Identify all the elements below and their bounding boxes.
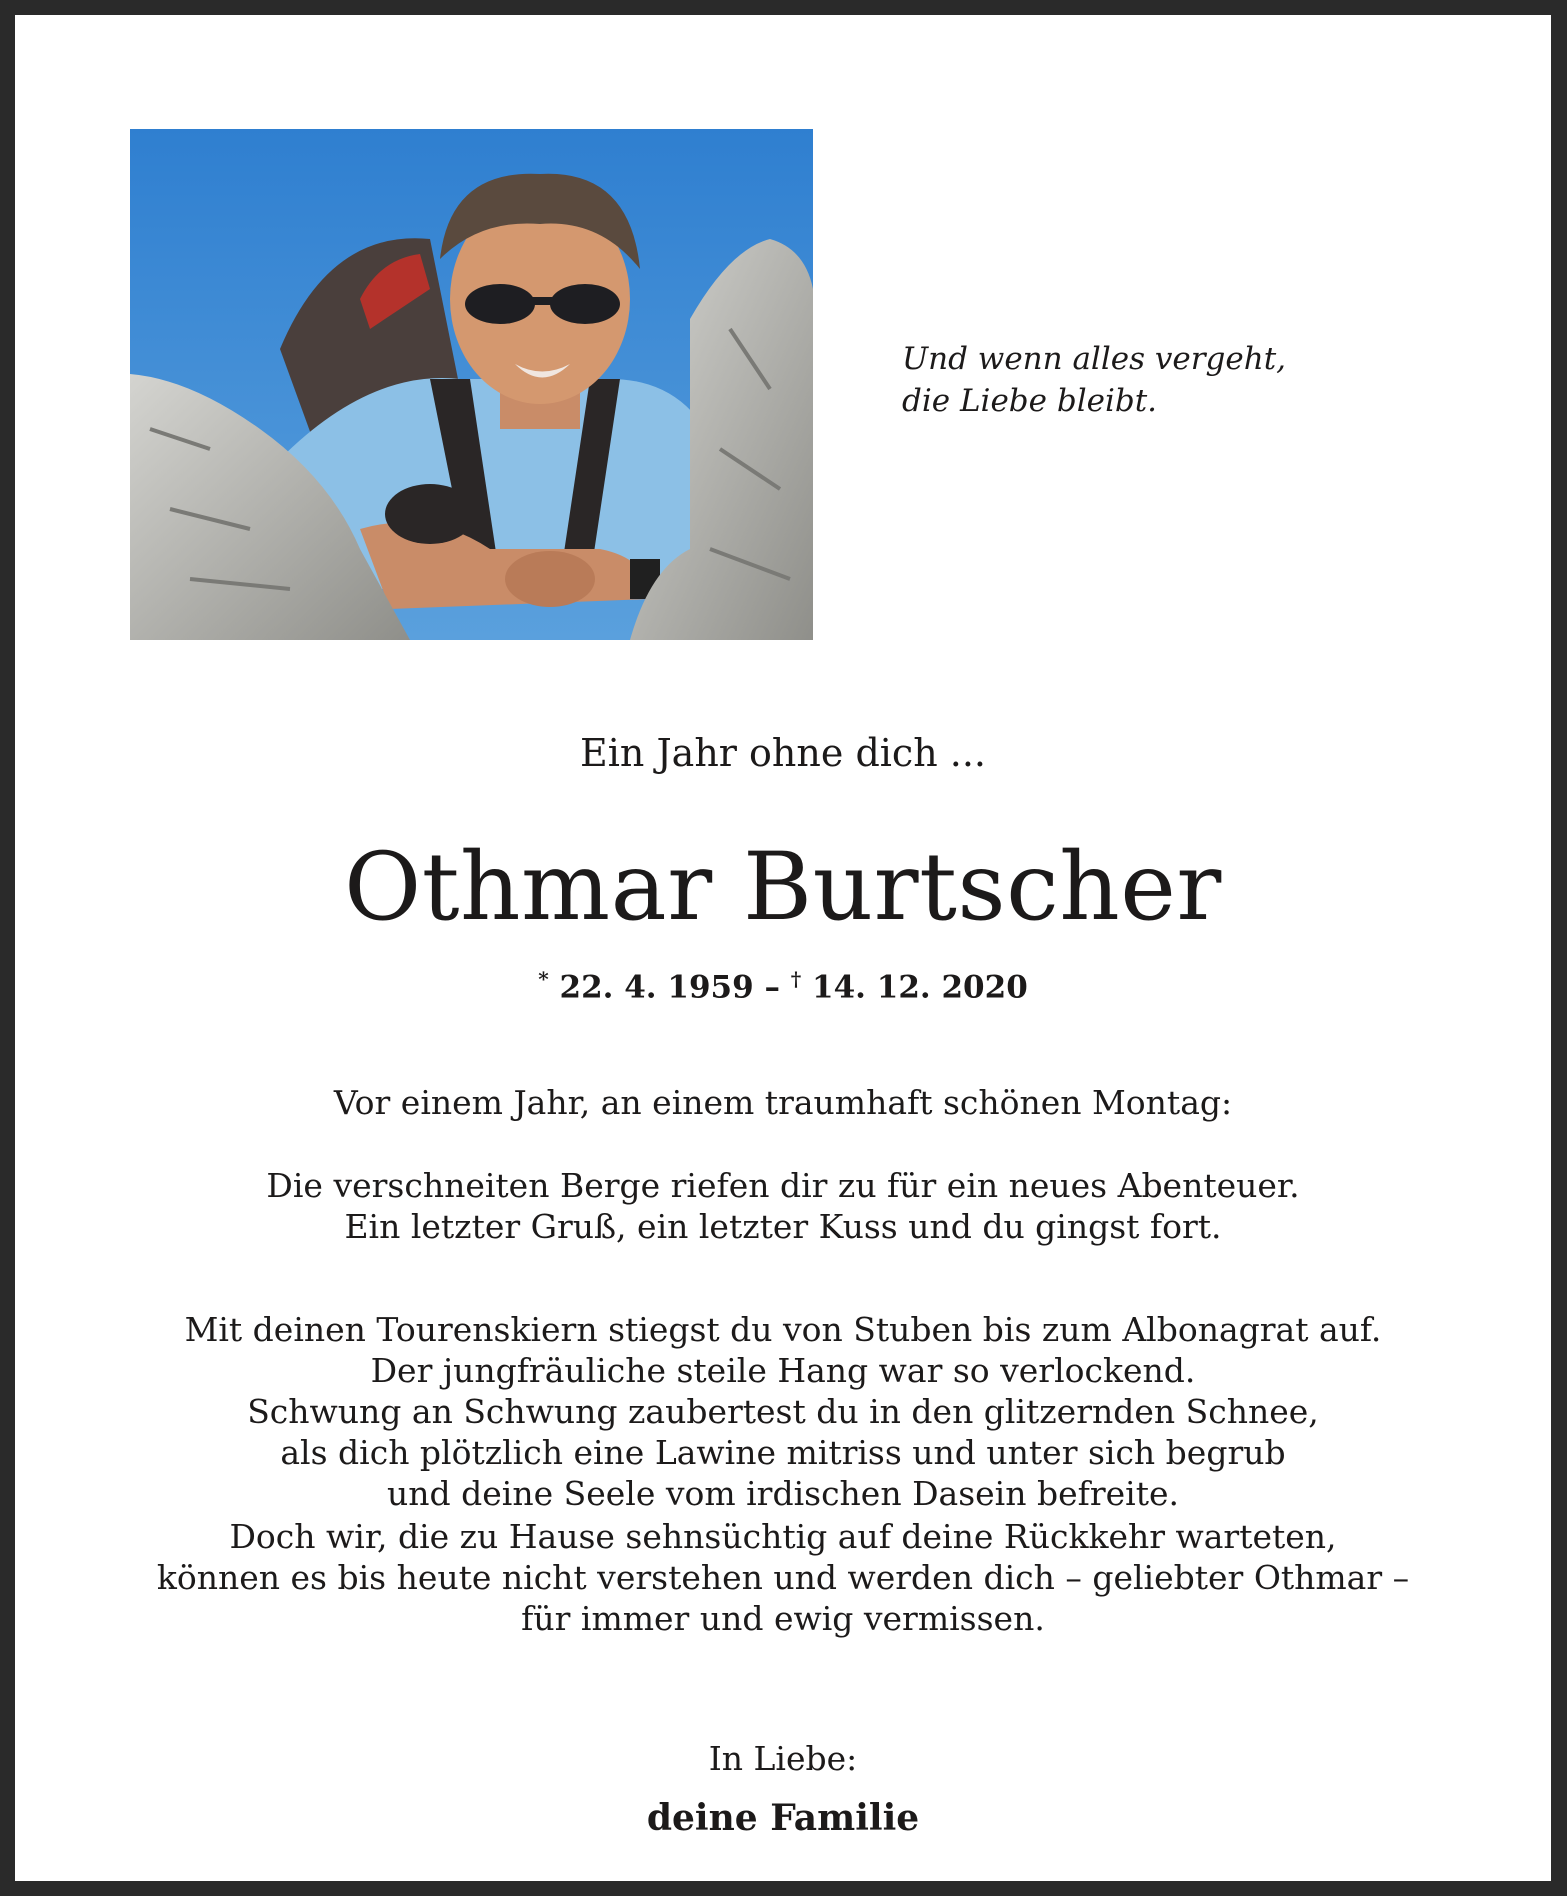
- paragraph-line: Der jungfräuliche steile Hang war so verlockend.: [370, 1351, 1196, 1390]
- death-date: 14. 12. 2020: [812, 969, 1028, 1006]
- death-symbol: †: [790, 967, 802, 991]
- quote-line: Und wenn alles vergeht,: [902, 341, 1287, 377]
- birth-date: 22. 4. 1959: [559, 969, 754, 1006]
- birth-symbol: *: [538, 967, 549, 991]
- memorial-quote: [902, 338, 1286, 422]
- paragraph: [15, 1165, 1551, 1247]
- paragraph: [15, 1082, 1551, 1123]
- life-dates: [15, 959, 1551, 1007]
- date-separator: –: [764, 969, 780, 1006]
- deceased-name: Othmar Burtscher: [344, 833, 1222, 942]
- obituary-page: [15, 15, 1551, 1881]
- paragraph-line: Schwung an Schwung zaubertest du in den glitzernden Schnee,: [247, 1392, 1319, 1431]
- paragraph: [15, 1516, 1551, 1639]
- paragraph-line: Die verschneiten Berge riefen dir zu für ein neues Abenteuer.: [266, 1166, 1300, 1205]
- paragraph-line: für immer und ewig vermissen.: [521, 1599, 1045, 1638]
- closing-signature: deine Familie: [646, 1797, 920, 1839]
- paragraph-line: Mit deinen Tourenskiern stiegst du von Stuben bis zum Albonagrat auf.: [184, 1310, 1382, 1349]
- quote-line: die Liebe bleibt.: [902, 383, 1158, 419]
- portrait-photo: [130, 129, 813, 640]
- paragraph-line: können es bis heute nicht verstehen und werden dich – geliebter Othmar –: [156, 1558, 1410, 1597]
- portrait-photo-image: [130, 129, 813, 640]
- paragraph-line: Vor einem Jahr, an einem traumhaft schönen Montag:: [333, 1083, 1233, 1122]
- intro-line: Ein Jahr ohne dich ...: [580, 731, 986, 775]
- closing-greeting: In Liebe:: [708, 1739, 858, 1778]
- paragraph: [15, 1309, 1551, 1514]
- paragraph-line: Ein letzter Gruß, ein letzter Kuss und du gingst fort.: [344, 1207, 1222, 1246]
- paragraph-line: als dich plötzlich eine Lawine mitriss und unter sich begrub: [280, 1433, 1286, 1472]
- paragraph-line: Doch wir, die zu Hause sehnsüchtig auf deine Rückkehr warteten,: [229, 1517, 1337, 1556]
- paragraph-line: und deine Seele vom irdischen Dasein befreite.: [387, 1474, 1179, 1513]
